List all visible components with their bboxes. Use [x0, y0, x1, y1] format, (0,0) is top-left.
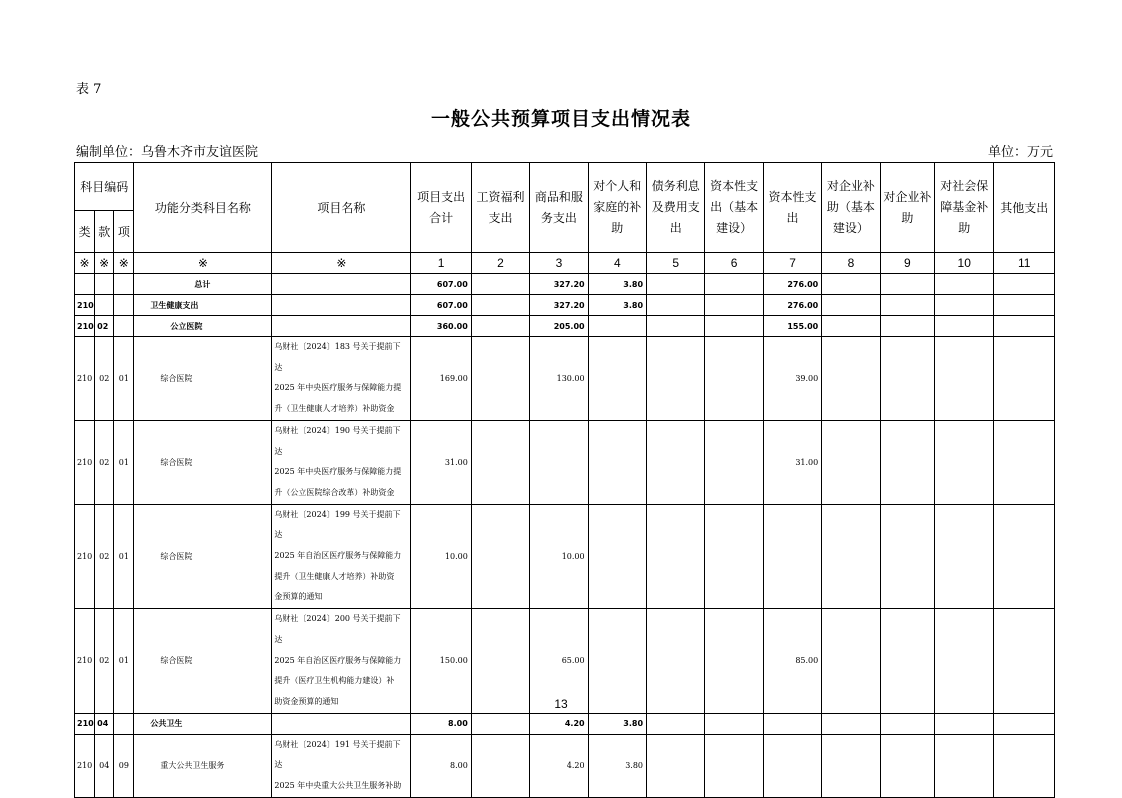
- cell-ent: [880, 420, 934, 504]
- cell-ent-basic: [822, 734, 880, 797]
- cell-total: 360.00: [411, 316, 471, 337]
- cell-social: [935, 504, 994, 609]
- cell-lei: 210: [75, 504, 95, 609]
- header-func-name: 功能分类科目名称: [134, 163, 272, 253]
- cell-debt: [647, 713, 705, 734]
- cell-ent: [880, 295, 934, 316]
- cell-goods: 130.00: [530, 337, 588, 421]
- cell-capital: [763, 504, 821, 609]
- column-number: 7: [763, 253, 821, 274]
- cell-ent-basic: [822, 295, 880, 316]
- cell-total: 31.00: [411, 420, 471, 504]
- cell-other: [994, 295, 1055, 316]
- cell-project-name: 乌财社〔2024〕200 号关于提前下达 2025 年自治区医疗服务与保障能力 提升（医疗卫生机构能力建设）补 助资金预算的通知: [272, 609, 411, 714]
- cell-social: [935, 295, 994, 316]
- cell-social: [935, 316, 994, 337]
- cell-goods: 4.20: [530, 713, 588, 734]
- cell-ent-basic: [822, 713, 880, 734]
- cell-personal: [588, 420, 646, 504]
- cell-wage: [471, 504, 529, 609]
- cell-kuan: 02: [95, 504, 114, 609]
- header-col-capital: 资本性支出: [763, 163, 821, 253]
- cell-capital: 85.00: [763, 609, 821, 714]
- cell-personal: [588, 337, 646, 421]
- cell-goods: 4.20: [530, 734, 588, 797]
- cell-capital: 276.00: [763, 295, 821, 316]
- cell-project-name: [272, 713, 411, 734]
- cell-other: [994, 504, 1055, 609]
- cell-total: 8.00: [411, 734, 471, 797]
- cell-cap-basic: [705, 713, 763, 734]
- cell-total: 150.00: [411, 609, 471, 714]
- column-number: 9: [880, 253, 934, 274]
- cell-cap-basic: [705, 734, 763, 797]
- column-number: 2: [471, 253, 529, 274]
- cell-func-name: 综合医院: [134, 337, 272, 421]
- cell-personal: 3.80: [588, 713, 646, 734]
- header-col-capital-basic: 资本性支出（基本建设）: [705, 163, 763, 253]
- cell-other: [994, 337, 1055, 421]
- cell-capital: 31.00: [763, 420, 821, 504]
- cell-goods: 65.00: [530, 609, 588, 714]
- table-row: [75, 713, 1055, 734]
- cell-func-name: 综合医院: [134, 504, 272, 609]
- table-row: [75, 337, 1055, 421]
- header-lei: 类: [75, 211, 95, 253]
- cell-xiang: 01: [114, 420, 134, 504]
- header-col-total: 项目支出合计: [411, 163, 471, 253]
- cell-debt: [647, 734, 705, 797]
- cell-cap-basic: [705, 420, 763, 504]
- cell-func-name: 公共卫生: [134, 713, 272, 734]
- cell-func-name: 公立医院: [134, 316, 272, 337]
- cell-ent-basic: [822, 274, 880, 295]
- header-col-social: 对社会保障基金补助: [935, 163, 994, 253]
- unit-label: 单位：万元: [987, 145, 1053, 160]
- cell-cap-basic: [705, 504, 763, 609]
- cell-social: [935, 420, 994, 504]
- cell-wage: [471, 420, 529, 504]
- cell-debt: [647, 295, 705, 316]
- cell-social: [935, 337, 994, 421]
- cell-capital: [763, 734, 821, 797]
- cell-wage: [471, 295, 529, 316]
- cell-project-name: 乌财社〔2024〕191 号关于提前下达 2025 年中央重大公共卫生服务补助: [272, 734, 411, 797]
- organization-label: 编制单位：乌鲁木齐市友谊医院: [76, 145, 259, 160]
- cell-goods: 327.20: [530, 295, 588, 316]
- cell-func-name: 综合医院: [134, 420, 272, 504]
- cell-total: 607.00: [411, 274, 471, 295]
- cell-xiang: [114, 713, 134, 734]
- table-row: [75, 295, 1055, 316]
- cell-wage: [471, 274, 529, 295]
- mark-cell: ※: [272, 253, 411, 274]
- cell-ent: [880, 734, 934, 797]
- table-row: [75, 734, 1055, 797]
- header-col-other: 其他支出: [994, 163, 1055, 253]
- page-number: 13: [554, 697, 568, 711]
- column-number: 1: [411, 253, 471, 274]
- cell-social: [935, 713, 994, 734]
- cell-xiang: 01: [114, 337, 134, 421]
- cell-capital: 39.00: [763, 337, 821, 421]
- header-col-debt: 债务利息及费用支出: [647, 163, 705, 253]
- column-number-row: [75, 253, 1055, 274]
- cell-personal: [588, 504, 646, 609]
- mark-cell: ※: [75, 253, 95, 274]
- cell-cap-basic: [705, 316, 763, 337]
- cell-ent: [880, 274, 934, 295]
- cell-lei: 210: [75, 713, 95, 734]
- cell-kuan: [95, 274, 114, 295]
- cell-capital: 155.00: [763, 316, 821, 337]
- header-col-personal: 对个人和家庭的补助: [588, 163, 646, 253]
- cell-project-name: 乌财社〔2024〕199 号关于提前下达 2025 年自治区医疗服务与保障能力 提升（卫生健康人才培养）补助资 金预算的通知: [272, 504, 411, 609]
- table-row: [75, 504, 1055, 609]
- cell-goods: 327.20: [530, 274, 588, 295]
- cell-project-name: [272, 274, 411, 295]
- cell-other: [994, 713, 1055, 734]
- cell-personal: 3.80: [588, 295, 646, 316]
- cell-xiang: 09: [114, 734, 134, 797]
- cell-debt: [647, 274, 705, 295]
- mark-cell: ※: [95, 253, 114, 274]
- cell-ent: [880, 504, 934, 609]
- cell-debt: [647, 504, 705, 609]
- cell-other: [994, 316, 1055, 337]
- cell-other: [994, 274, 1055, 295]
- cell-lei: 210: [75, 337, 95, 421]
- column-number: 3: [530, 253, 588, 274]
- cell-cap-basic: [705, 337, 763, 421]
- cell-wage: [471, 713, 529, 734]
- cell-func-name: 重大公共卫生服务: [134, 734, 272, 797]
- cell-func-name: 综合医院: [134, 609, 272, 714]
- cell-social: [935, 274, 994, 295]
- cell-xiang: [114, 295, 134, 316]
- cell-func-name: 卫生健康支出: [134, 295, 272, 316]
- cell-goods: 10.00: [530, 504, 588, 609]
- mark-cell: ※: [114, 253, 134, 274]
- cell-func-name: 总计: [134, 274, 272, 295]
- cell-ent-basic: [822, 504, 880, 609]
- header-project-name: 项目名称: [272, 163, 411, 253]
- cell-lei: [75, 274, 95, 295]
- column-number: 8: [822, 253, 880, 274]
- cell-kuan: 02: [95, 316, 114, 337]
- mark-cell: ※: [134, 253, 272, 274]
- column-number: 6: [705, 253, 763, 274]
- header-col-enterprise: 对企业补助: [880, 163, 934, 253]
- cell-project-name: 乌财社〔2024〕190 号关于提前下达 2025 年中央医疗服务与保障能力提 升（公立医院综合改革）补助资金: [272, 420, 411, 504]
- cell-debt: [647, 420, 705, 504]
- cell-lei: 210: [75, 420, 95, 504]
- cell-project-name: [272, 295, 411, 316]
- cell-lei: 210: [75, 734, 95, 797]
- cell-other: [994, 734, 1055, 797]
- cell-ent-basic: [822, 316, 880, 337]
- cell-wage: [471, 337, 529, 421]
- column-number: 10: [935, 253, 994, 274]
- table-row: [75, 274, 1055, 295]
- cell-kuan: 04: [95, 734, 114, 797]
- cell-cap-basic: [705, 295, 763, 316]
- cell-ent: [880, 316, 934, 337]
- cell-other: [994, 420, 1055, 504]
- column-number: 5: [647, 253, 705, 274]
- cell-project-name: 乌财社〔2024〕183 号关于提前下达 2025 年中央医疗服务与保障能力提 升（卫生健康人才培养）补助资金: [272, 337, 411, 421]
- cell-kuan: [95, 295, 114, 316]
- column-number: 11: [994, 253, 1055, 274]
- cell-debt: [647, 316, 705, 337]
- cell-social: [935, 734, 994, 797]
- cell-capital: [763, 713, 821, 734]
- cell-total: 607.00: [411, 295, 471, 316]
- cell-lei: 210: [75, 295, 95, 316]
- cell-total: 10.00: [411, 504, 471, 609]
- cell-debt: [647, 337, 705, 421]
- header-col-enterprise-basic: 对企业补助（基本建设）: [822, 163, 880, 253]
- cell-lei: 210: [75, 316, 95, 337]
- cell-total: 8.00: [411, 713, 471, 734]
- cell-goods: 205.00: [530, 316, 588, 337]
- cell-wage: [471, 316, 529, 337]
- header-subject-code: 科目编码: [75, 163, 134, 211]
- cell-project-name: [272, 316, 411, 337]
- cell-xiang: 01: [114, 504, 134, 609]
- cell-ent-basic: [822, 337, 880, 421]
- cell-personal: [588, 316, 646, 337]
- table-row: [75, 420, 1055, 504]
- cell-total: 169.00: [411, 337, 471, 421]
- cell-goods: [530, 420, 588, 504]
- cell-personal: 3.80: [588, 274, 646, 295]
- cell-wage: [471, 734, 529, 797]
- column-number: 4: [588, 253, 646, 274]
- cell-kuan: 02: [95, 609, 114, 714]
- cell-ent-basic: [822, 420, 880, 504]
- table-number: 表 7: [76, 82, 102, 97]
- cell-capital: 276.00: [763, 274, 821, 295]
- cell-ent: [880, 713, 934, 734]
- page-title: 一般公共预算项目支出情况表: [430, 108, 691, 130]
- cell-kuan: 04: [95, 713, 114, 734]
- header-xiang: 项: [114, 211, 134, 253]
- cell-kuan: 02: [95, 337, 114, 421]
- header-col-goods: 商品和服务支出: [530, 163, 588, 253]
- cell-cap-basic: [705, 274, 763, 295]
- cell-xiang: 01: [114, 609, 134, 714]
- table-row: [75, 316, 1055, 337]
- header-kuan: 款: [95, 211, 114, 253]
- cell-lei: 210: [75, 609, 95, 714]
- header-col-wage: 工资福利支出: [471, 163, 529, 253]
- cell-xiang: [114, 316, 134, 337]
- cell-kuan: 02: [95, 420, 114, 504]
- cell-xiang: [114, 274, 134, 295]
- cell-personal: 3.80: [588, 734, 646, 797]
- cell-ent: [880, 337, 934, 421]
